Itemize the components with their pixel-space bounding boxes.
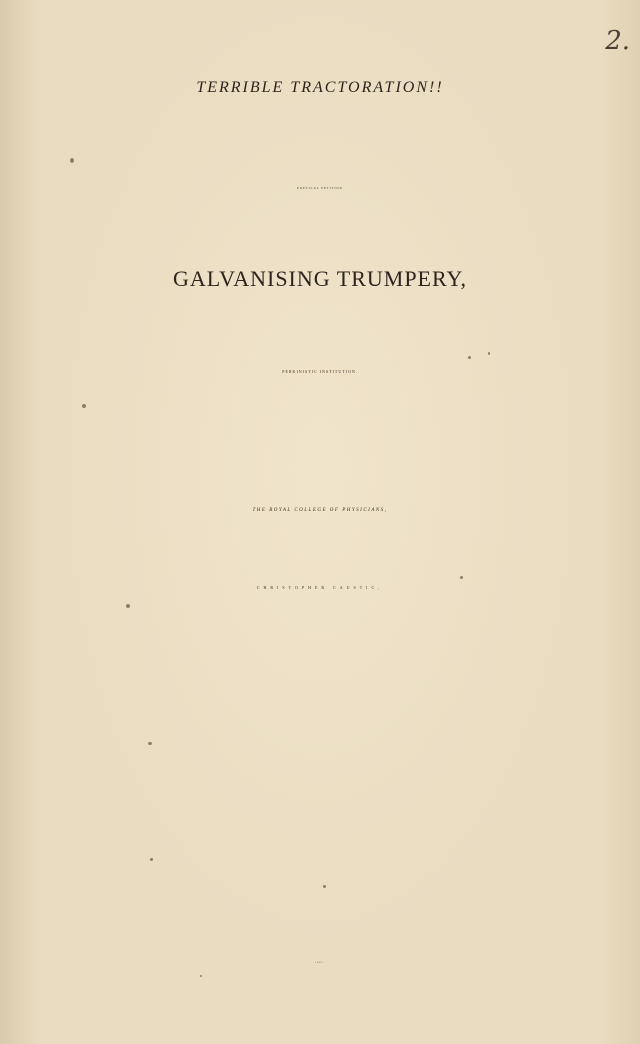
galvanising-trumpery-line: GALVANISING TRUMPERY, [172,266,468,291]
foxing-speck [488,352,490,355]
foxing-speck [468,356,471,359]
foxing-speck [70,158,74,163]
foxing-speck [323,885,326,888]
foxing-speck [200,975,202,977]
foxing-speck [126,604,130,608]
foxing-speck [150,858,153,861]
foxing-speck [82,404,86,408]
perkinistic-institution-line: PERKINISTIC INSTITUTION. [282,369,358,374]
poetical-petition-line: POETICAL PETITION [297,186,343,190]
royal-college-line: THE ROYAL COLLEGE OF PHYSICIANS, [252,508,388,513]
author-name: CHRISTOPHER CAUSTIC, [256,585,384,590]
foxing-speck [460,576,463,579]
page-number-mark: 2. [605,26,630,56]
publication-year: 1803. [315,962,325,964]
main-title: TERRIBLE TRACTORATION!! [196,79,444,96]
foxing-speck [148,742,152,745]
